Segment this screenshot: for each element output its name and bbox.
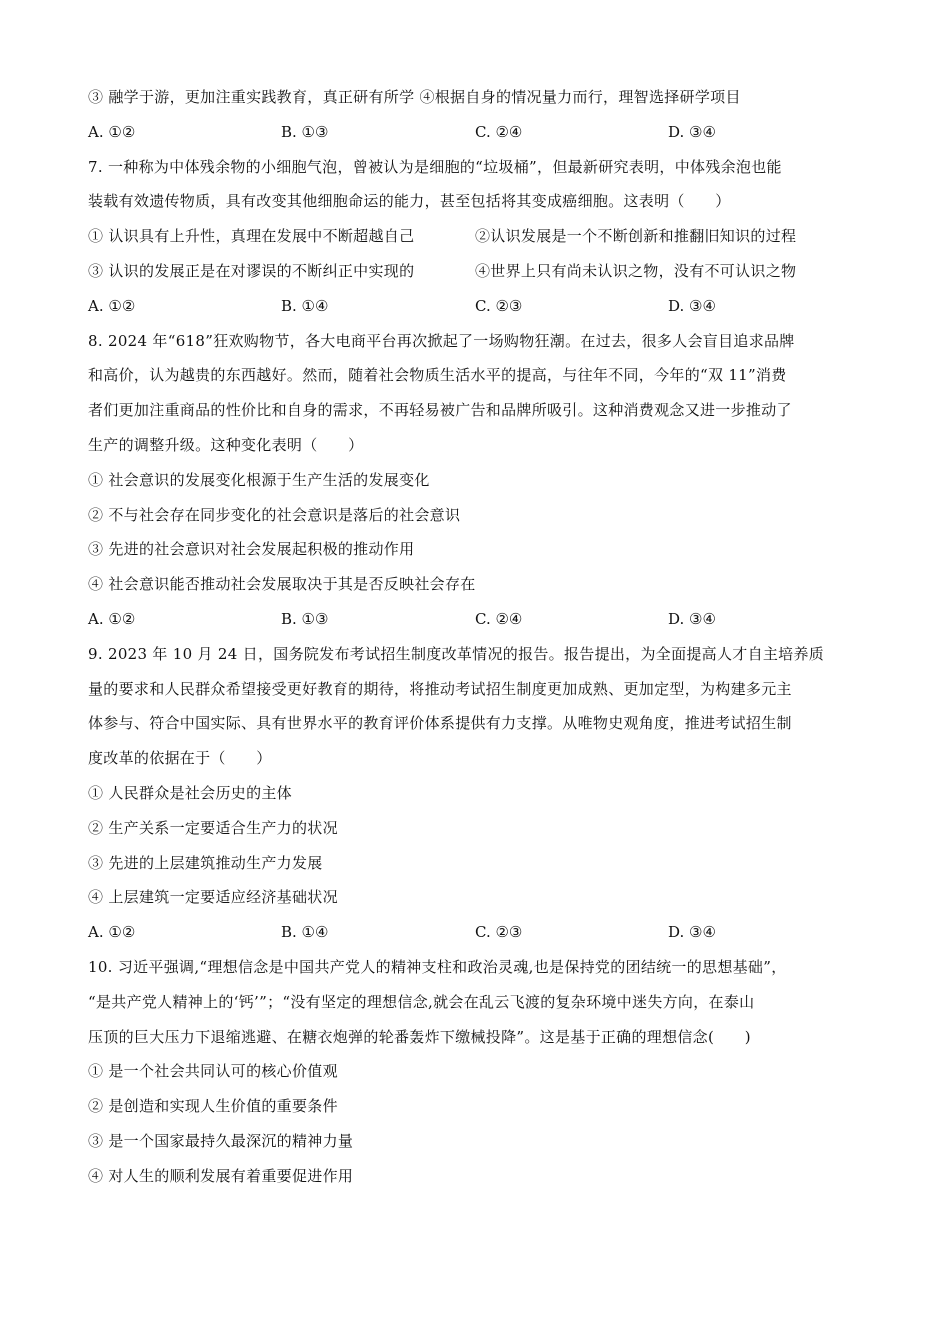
q7-statement-3: ③ 认识的发展正是在对谬误的不断纠正中实现的 <box>88 261 415 280</box>
q8-stem-line-2: 和高价，认为越贵的东西越好。然而，随着社会物质生活水平的提高，与往年不同，今年的“双 11”消费 <box>88 366 787 385</box>
q7-option-c[interactable]: C. ②③ <box>475 296 523 315</box>
q9-statement-3: ③ 先进的上层建筑推动生产力发展 <box>88 853 323 872</box>
q9-statement-1: ① 人民群众是社会历史的主体 <box>88 783 292 802</box>
q7-options <box>88 289 868 324</box>
q9-statement-2: ② 生产关系一定要适合生产力的状况 <box>88 818 338 837</box>
q7-statement-1: ① 认识具有上升性，真理在发展中不断超越自己 <box>88 227 415 246</box>
q8-statement-2: ② 不与社会存在同步变化的社会意识是落后的社会意识 <box>88 505 461 524</box>
q8-option-c[interactable]: C. ②④ <box>475 609 523 628</box>
q7-statement-4: ④世界上只有尚未认识之物，没有不可认识之物 <box>475 261 797 280</box>
q7-statements-row-2 <box>88 254 868 289</box>
q10-statement-1: ① 是一个社会共同认可的核心价值观 <box>88 1062 338 1081</box>
q8-stem-line-4: 生产的调整升级。这种变化表明（ ） <box>88 435 364 454</box>
q7-stem-line-2: 装载有效遗传物质，具有改变其他细胞命运的能力，甚至包括将其变成癌细胞。这表明（ ） <box>88 192 731 211</box>
q7-statement-2: ②认识发展是一个不断创新和推翻旧知识的过程 <box>475 227 797 246</box>
q9-stem-line-4: 度改革的依据在于（ ） <box>88 749 272 768</box>
q8-option-b[interactable]: B. ①③ <box>281 609 329 628</box>
q10-stem-line-1: 10. 习近平强调,“理想信念是中国共产党人的精神支柱和政治灵魂,也是保持党的团结统一的思想基础”， <box>88 957 787 976</box>
q9-options <box>88 915 868 950</box>
q9-stem-line-3: 体参与、符合中国实际、具有世界水平的教育评价体系提供有力支撑。从唯物史观角度，推进考试招生制 <box>88 714 792 733</box>
q10-statement-4: ④ 对人生的顺利发展有着重要促进作用 <box>88 1166 354 1185</box>
q9-statement-4: ④ 上层建筑一定要适应经济基础状况 <box>88 888 338 907</box>
q9-stem-line-2: 量的要求和人民群众希望接受更好教育的期待，将推动考试招生制度更加成熟、更加定型，为构建多元主 <box>88 679 792 698</box>
q8-options <box>88 602 868 637</box>
q6-option-a[interactable]: A. ①② <box>88 122 136 141</box>
q7-option-b[interactable]: B. ①④ <box>281 296 329 315</box>
q7-statements-row-1 <box>88 219 868 254</box>
q9-option-d[interactable]: D. ③④ <box>668 923 716 942</box>
q6-options <box>88 115 868 150</box>
q8-stem-line-3: 者们更加注重商品的性价比和自身的需求，不再轻易被广告和品牌所吸引。这种消费观念又进一步推动了 <box>88 401 792 420</box>
q8-statement-1: ① 社会意识的发展变化根源于生产生活的发展变化 <box>88 470 430 489</box>
q7-stem-line-1: 7. 一种称为中体残余物的小细胞气泡，曾被认为是细胞的“垃圾桶”，但最新研究表明，中体残余泡也能 <box>88 157 782 176</box>
q6-option-c[interactable]: C. ②④ <box>475 122 523 141</box>
q9-stem-line-1: 9. 2023 年 10 月 24 日，国务院发布考试招生制度改革情况的报告。报告提出，为全面提高人才自主培养质 <box>88 644 825 663</box>
q6-option-b[interactable]: B. ①③ <box>281 122 329 141</box>
q8-option-d[interactable]: D. ③④ <box>668 609 716 628</box>
q9-option-c[interactable]: C. ②③ <box>475 923 523 942</box>
q7-option-a[interactable]: A. ①② <box>88 296 136 315</box>
q10-statement-3: ③ 是一个国家最持久最深沉的精神力量 <box>88 1131 354 1150</box>
q8-option-a[interactable]: A. ①② <box>88 609 136 628</box>
q10-statement-2: ② 是创造和实现人生价值的重要条件 <box>88 1097 338 1116</box>
q9-option-b[interactable]: B. ①④ <box>281 923 329 942</box>
q10-stem-line-2: “是共产党人精神上的‘钙’”；“没有坚定的理想信念,就会在乱云飞渡的复杂环境中迷失方向，在泰山 <box>88 992 755 1011</box>
q9-option-a[interactable]: A. ①② <box>88 923 136 942</box>
q7-option-d[interactable]: D. ③④ <box>668 296 716 315</box>
q6-option-d[interactable]: D. ③④ <box>668 122 716 141</box>
q6-statement-3-4: ③ 融学于游，更加注重实践教育，真正研有所学 ④根据自身的情况量力而行，理智选择研学项目 <box>88 88 741 106</box>
exam-page <box>88 80 868 1194</box>
q8-statement-4: ④ 社会意识能否推动社会发展取决于其是否反映社会存在 <box>88 575 476 594</box>
q10-stem-line-3: 压顶的巨大压力下退缩逃避、在糖衣炮弹的轮番轰炸下缴械投降”。这是基于正确的理想信念( ) <box>88 1027 751 1046</box>
q8-stem-line-1: 8. 2024 年“618”狂欢购物节，各大电商平台再次掀起了一场购物狂潮。在过去，很多人会盲目追求品牌 <box>88 331 795 350</box>
q8-statement-3: ③ 先进的社会意识对社会发展起积极的推动作用 <box>88 540 415 559</box>
